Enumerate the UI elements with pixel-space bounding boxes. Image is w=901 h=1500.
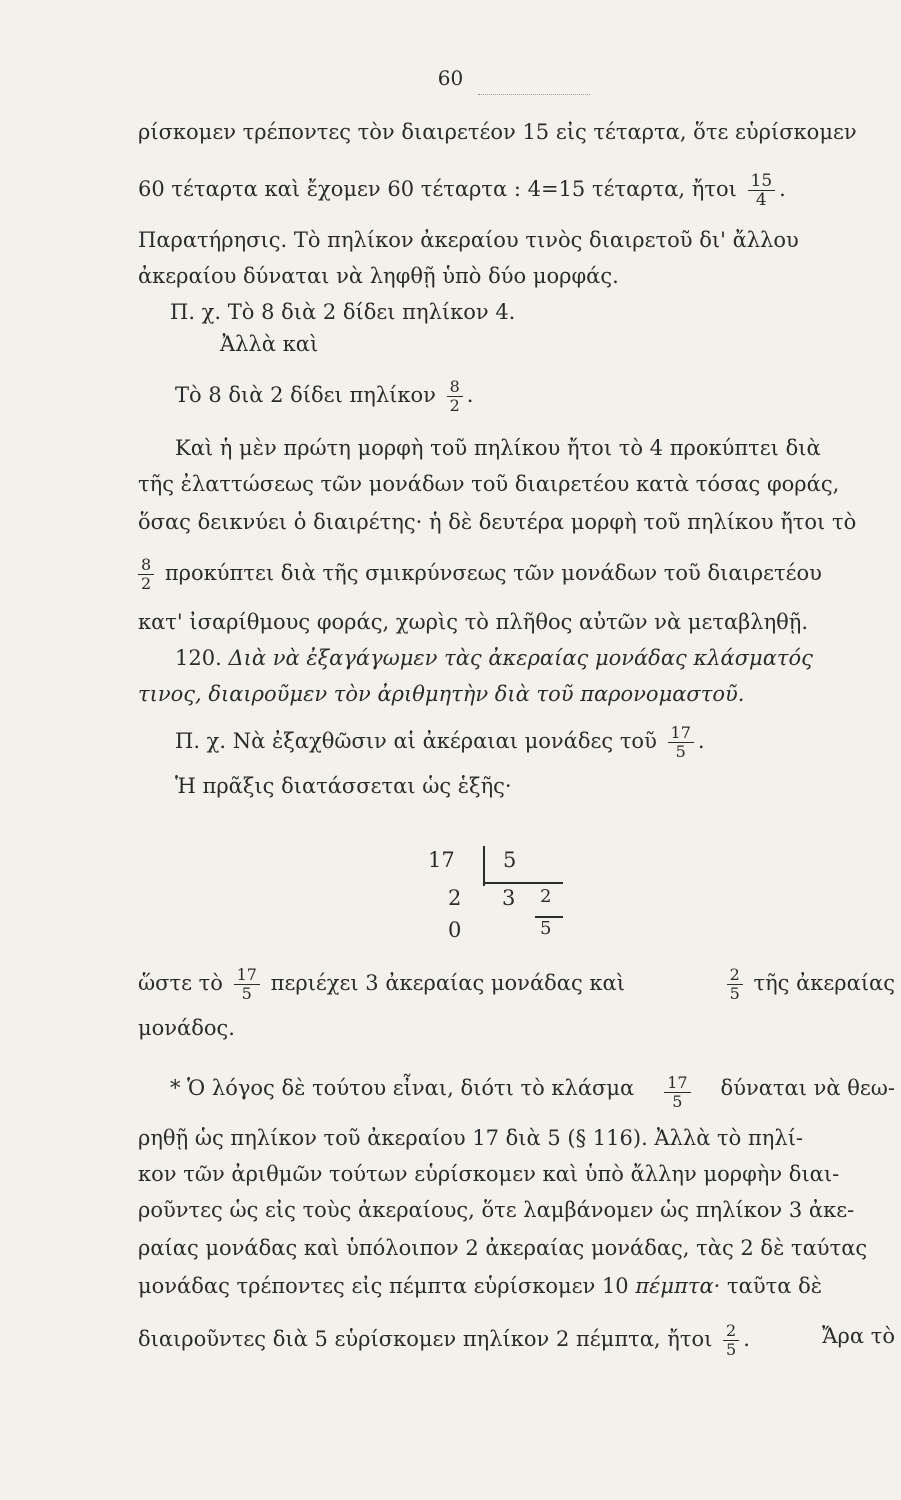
section-title: Διὰ νὰ ἐξαγάγωμεν τὰς ἀκεραίας μονάδας κλάσματός [228,646,813,670]
fraction [668,724,694,761]
quotient: 3 [502,886,516,910]
text-span: τῆς ἐλαττώσεως τῶν μονάδων τοῦ διαιρετέου κατὰ τόσας φοράς, [138,472,840,496]
text-line [138,262,895,290]
division-vertical-bar [483,846,485,886]
text-line [170,298,895,326]
quotient-fraction-numerator: 2 [540,886,552,907]
text-span: δύναται νὰ θεω- [720,1076,895,1100]
divisor: 5 [503,848,517,872]
text-span: Τὸ 8 διὰ 2 δίδει πηλίκον [175,383,436,407]
text-span: προκύπτει διὰ τῆς σμικρύνσεως τῶν μονάδων τοῦ διαιρετέου [164,561,822,585]
text-span: Π. χ. Τὸ 8 διὰ 2 δίδει πηλίκον 4. [170,300,516,324]
text-line [138,1272,895,1300]
section-title-cont: τινος, διαιροῦμεν τὸν ἀριθμητὴν διὰ τοῦ παρονομαστοῦ. [138,682,745,706]
fraction-numerator: 17 [664,1074,690,1093]
fraction [748,172,776,209]
text-span: ὥστε τὸ [138,971,223,995]
fraction [447,378,463,415]
fraction-denominator: 2 [449,396,460,415]
text-line [175,772,895,800]
text-line [138,1322,895,1359]
fraction [664,1074,690,1111]
text-span: τῆς ἀκεραίας [753,971,895,995]
text-line [170,1074,895,1111]
text-span: διαιροῦντες διὰ 5 εὑρίσκομεν πηλίκον 2 πέμπτα, ἤτοι [138,1327,713,1351]
fraction [723,1322,739,1359]
partial-remainder: 2 [448,886,462,910]
page-number: 60 [437,66,464,90]
long-division [418,844,598,944]
text-span: ταῦτα δὲ [727,1274,822,1298]
text-span: ἀκεραίου δύναται νὰ ληφθῇ ὑπὸ δύο μορφάς. [138,264,619,288]
text-line [138,470,895,498]
text-span: Καὶ ἡ μὲν πρώτη μορφὴ τοῦ πηλίκου ἤτοι τὸ 4 προκύπτει διὰ [175,436,821,460]
fraction-numerator: 17 [234,966,260,985]
fraction-denominator: 5 [729,984,740,1003]
fraction [138,556,154,593]
section-number: 120. [175,646,222,670]
text-span: ρηθῇ ὡς πηλίκον τοῦ ἀκεραίου 17 διὰ 5 (§ 116). Ἀλλὰ τὸ πηλί- [138,1126,804,1150]
text-span: Ἡ πρᾶξις διατάσσεται ὡς ἑξῆς· [175,774,512,798]
text-line [138,966,895,1003]
fraction-denominator: 2 [141,574,152,593]
page-number-rule [478,94,590,95]
text-line [138,226,895,254]
section-heading-line [175,644,895,672]
text-line [138,680,895,708]
fraction-denominator: 5 [726,1340,737,1359]
text-line [220,330,895,358]
text-span: μονάδος. [138,1016,235,1040]
final-remainder: 0 [448,918,462,942]
division-horizontal-bar [483,882,563,884]
quotient-fraction-denominator: 5 [540,918,552,939]
text-line [175,434,895,462]
text-line [138,508,895,536]
text-line [138,1160,895,1188]
text-span: ροῦντες ὡς εἰς τοὺς ἀκεραίους, ὅτε λαμβάνομεν ὡς πηλίκον 3 ἀκε- [138,1198,855,1222]
text-span: Ἀλλὰ καὶ [220,332,319,356]
text-span: μονάδας τρέποντες εἰς πέμπτα εὑρίσκομεν 10 [138,1274,629,1298]
text-line [138,1014,895,1042]
text-span: Π. χ. Νὰ ἐξαχθῶσιν αἱ ἀκέραιαι μονάδες τοῦ [175,729,657,753]
text-span: κον τῶν ἀριθμῶν τούτων εὑρίσκομεν καὶ ὑπὸ ἄλλην μορφὴν διαι- [138,1162,840,1186]
fraction-denominator: 5 [672,1092,683,1111]
fraction-numerator: 8 [138,556,154,575]
text-span: ὅσας δεικνύει ὁ διαιρέτης· ἡ δὲ δευτέρα μορφὴ τοῦ πηλίκου ἤτοι τὸ [138,510,857,534]
text-line [138,608,895,636]
fraction-denominator: 5 [675,742,686,761]
text-group: διαιροῦντες διὰ 5 εὑρίσκομεν πηλίκον 2 πέμπτα, ἤτοι $\frac{2}{5}$ . [138,1321,750,1359]
text-group [138,966,625,1003]
text-line [138,118,895,146]
fraction-denominator: 4 [755,190,767,210]
fraction-numerator: 8 [447,378,463,397]
text-line [138,556,895,593]
fraction-numerator: 17 [668,724,694,743]
text-span: 60 τέταρτα καὶ ἔχομεν 60 τέταρτα : 4=15 τέταρτα, ἤτοι [138,177,737,201]
text-line [138,1234,895,1262]
text-span: Ἄρα τὸ [822,1324,895,1348]
text-group [723,966,895,1003]
fraction-numerator: 2 [727,966,743,985]
text-span: κατ' ἰσαρίθμους φοράς, χωρὶς τὸ πλῆθος αὐτῶν νὰ μεταβληθῇ. [138,610,809,634]
text-line: 60 τέταρτα καὶ ἔχομεν 60 τέταρτα : 4=15 τέταρτα, ἤτοι $\frac{15}{4}$ . [138,171,786,210]
fraction-denominator: 5 [241,984,252,1003]
text-line [138,1196,895,1224]
fraction-numerator: 2 [723,1322,739,1341]
text-span: ρίσκομεν τρέποντες τὸν διαιρετέον 15 εἰς τέταρτα, ὅτε εὑρίσκομεν [138,120,857,144]
text-span: περιέχει 3 ἀκεραίας μονάδας καὶ [270,971,625,995]
fraction [727,966,743,1003]
text-span: ραίας μονάδας καὶ ὑπόλοιπον 2 ἀκεραίας μονάδας, τὰς 2 δὲ ταύτας [138,1236,868,1260]
dividend: 17 [428,848,455,872]
text-line [138,1124,895,1152]
text-line: Π. χ. Νὰ ἐξαχθῶσιν αἱ ἀκέραιαι μονάδες τοῦ $\frac{17}{5}$ . [175,723,705,761]
text-span: Παρατήρησις. Τὸ πηλίκον ἀκεραίου τινὸς διαιρετοῦ δι' ἄλλου [138,228,799,252]
fraction-numerator: 15 [748,172,776,191]
text-line: Τὸ 8 διὰ 2 δίδει πηλίκον $\frac{8}{2}$ . [175,377,474,415]
text-span: πέμπτα· [635,1274,721,1298]
fraction [234,966,260,1003]
text-span: * Ὁ λόγος δὲ τούτου εἶναι, διότι τὸ κλάσμα [170,1076,635,1100]
